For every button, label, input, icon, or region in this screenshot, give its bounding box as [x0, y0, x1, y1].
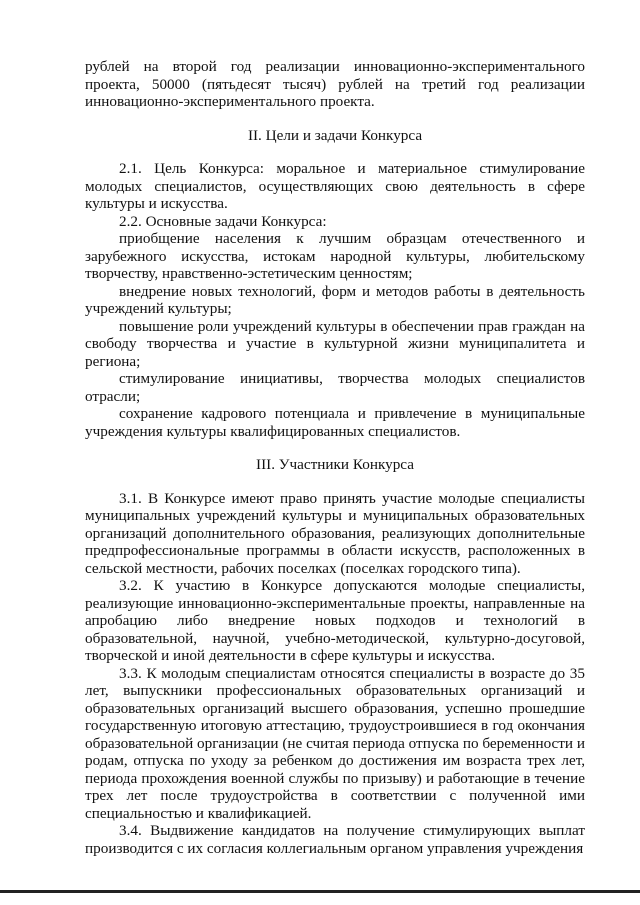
task-item: приобщение населения к лучшим образцам отечественного и зарубежного искусства, истокам народной культуры, любительскому творчеству, нравственно-эстетическим ценностям; [85, 230, 585, 282]
task-item: внедрение новых технологий, форм и методов работы в деятельность учреждений культуры; [85, 282, 585, 317]
document-page [85, 58, 585, 857]
task-item: повышение роли учреждений культуры в обеспечении прав граждан на свободу творчества и участие в культурной жизни муниципалитета и региона; [85, 317, 585, 370]
section-2-heading: II. Цели и задачи Конкурса [247, 126, 423, 144]
paragraph-2-1: 2.1. Цель Конкурса: моральное и материальное стимулирование молодых специалистов, осуществляющих свою деятельность в сфере культуры и искусства. [85, 160, 585, 212]
section-3-heading: III. Участники Конкурса [256, 456, 414, 473]
paragraph-3-4: 3.4. Выдвижение кандидатов на получение стимулирующих выплат производится с их согласия коллегиальным органом управления учреждения [85, 822, 585, 857]
paragraph-3-2: 3.2. К участию в Конкурсе допускаются молодые специалисты, реализующие инновационно-экспериментальные проекты, направленные на апробацию либо внедрение новых подходов и технологий в образовательной, научной, учебно-методической, культурно-досуговой, творческой и иной деятельности в сфере культуры и искусства. [85, 577, 585, 664]
paragraph-3-1: 3.1. В Конкурсе имеют право принять участие молодые специалисты муниципальных учреждений культуры и муниципальных образовательных организаций дополнительного образования, реализующих дополнительные предпрофессиональные программы в области искусств, расположенных в сельской местности, рабочих поселках (поселках городского типа). [85, 489, 585, 577]
scan-bottom-edge [0, 890, 640, 893]
intro-paragraph: рублей на второй год реализации инновационно-экспериментального проекта, 50000 (пятьдесят тысяч) рублей на третий год реализации инновационно-экспериментального проекта. [85, 58, 585, 110]
task-item: сохранение кадрового потенциала и привлечение в муниципальные учреждения культуры квалифицированных специалистов. [85, 405, 585, 440]
paragraph-2-2: 2.2. Основные задачи Конкурса: [119, 212, 327, 230]
task-item: стимулирование инициативы, творчества молодых специалистов отрасли; [85, 370, 585, 405]
paragraph-3-3: 3.3. К молодым специалистам относятся специалисты в возрасте до 35 лет, выпускники профессиональных образовательных организаций и образовательных организаций высшего образования, успешно прошедшие государственную итоговую аттестацию, трудоустроившиеся в год окончания образовательной организации (не считая периода отпуска по беременности и родам, отпуска по уходу за ребенком до достижения им возраста трех лет, периода прохождения военной службы по призыву) и работающие в течение трех лет после трудоустройства в соответствии с полученной ими специальностью и квалификацией. [85, 664, 585, 822]
